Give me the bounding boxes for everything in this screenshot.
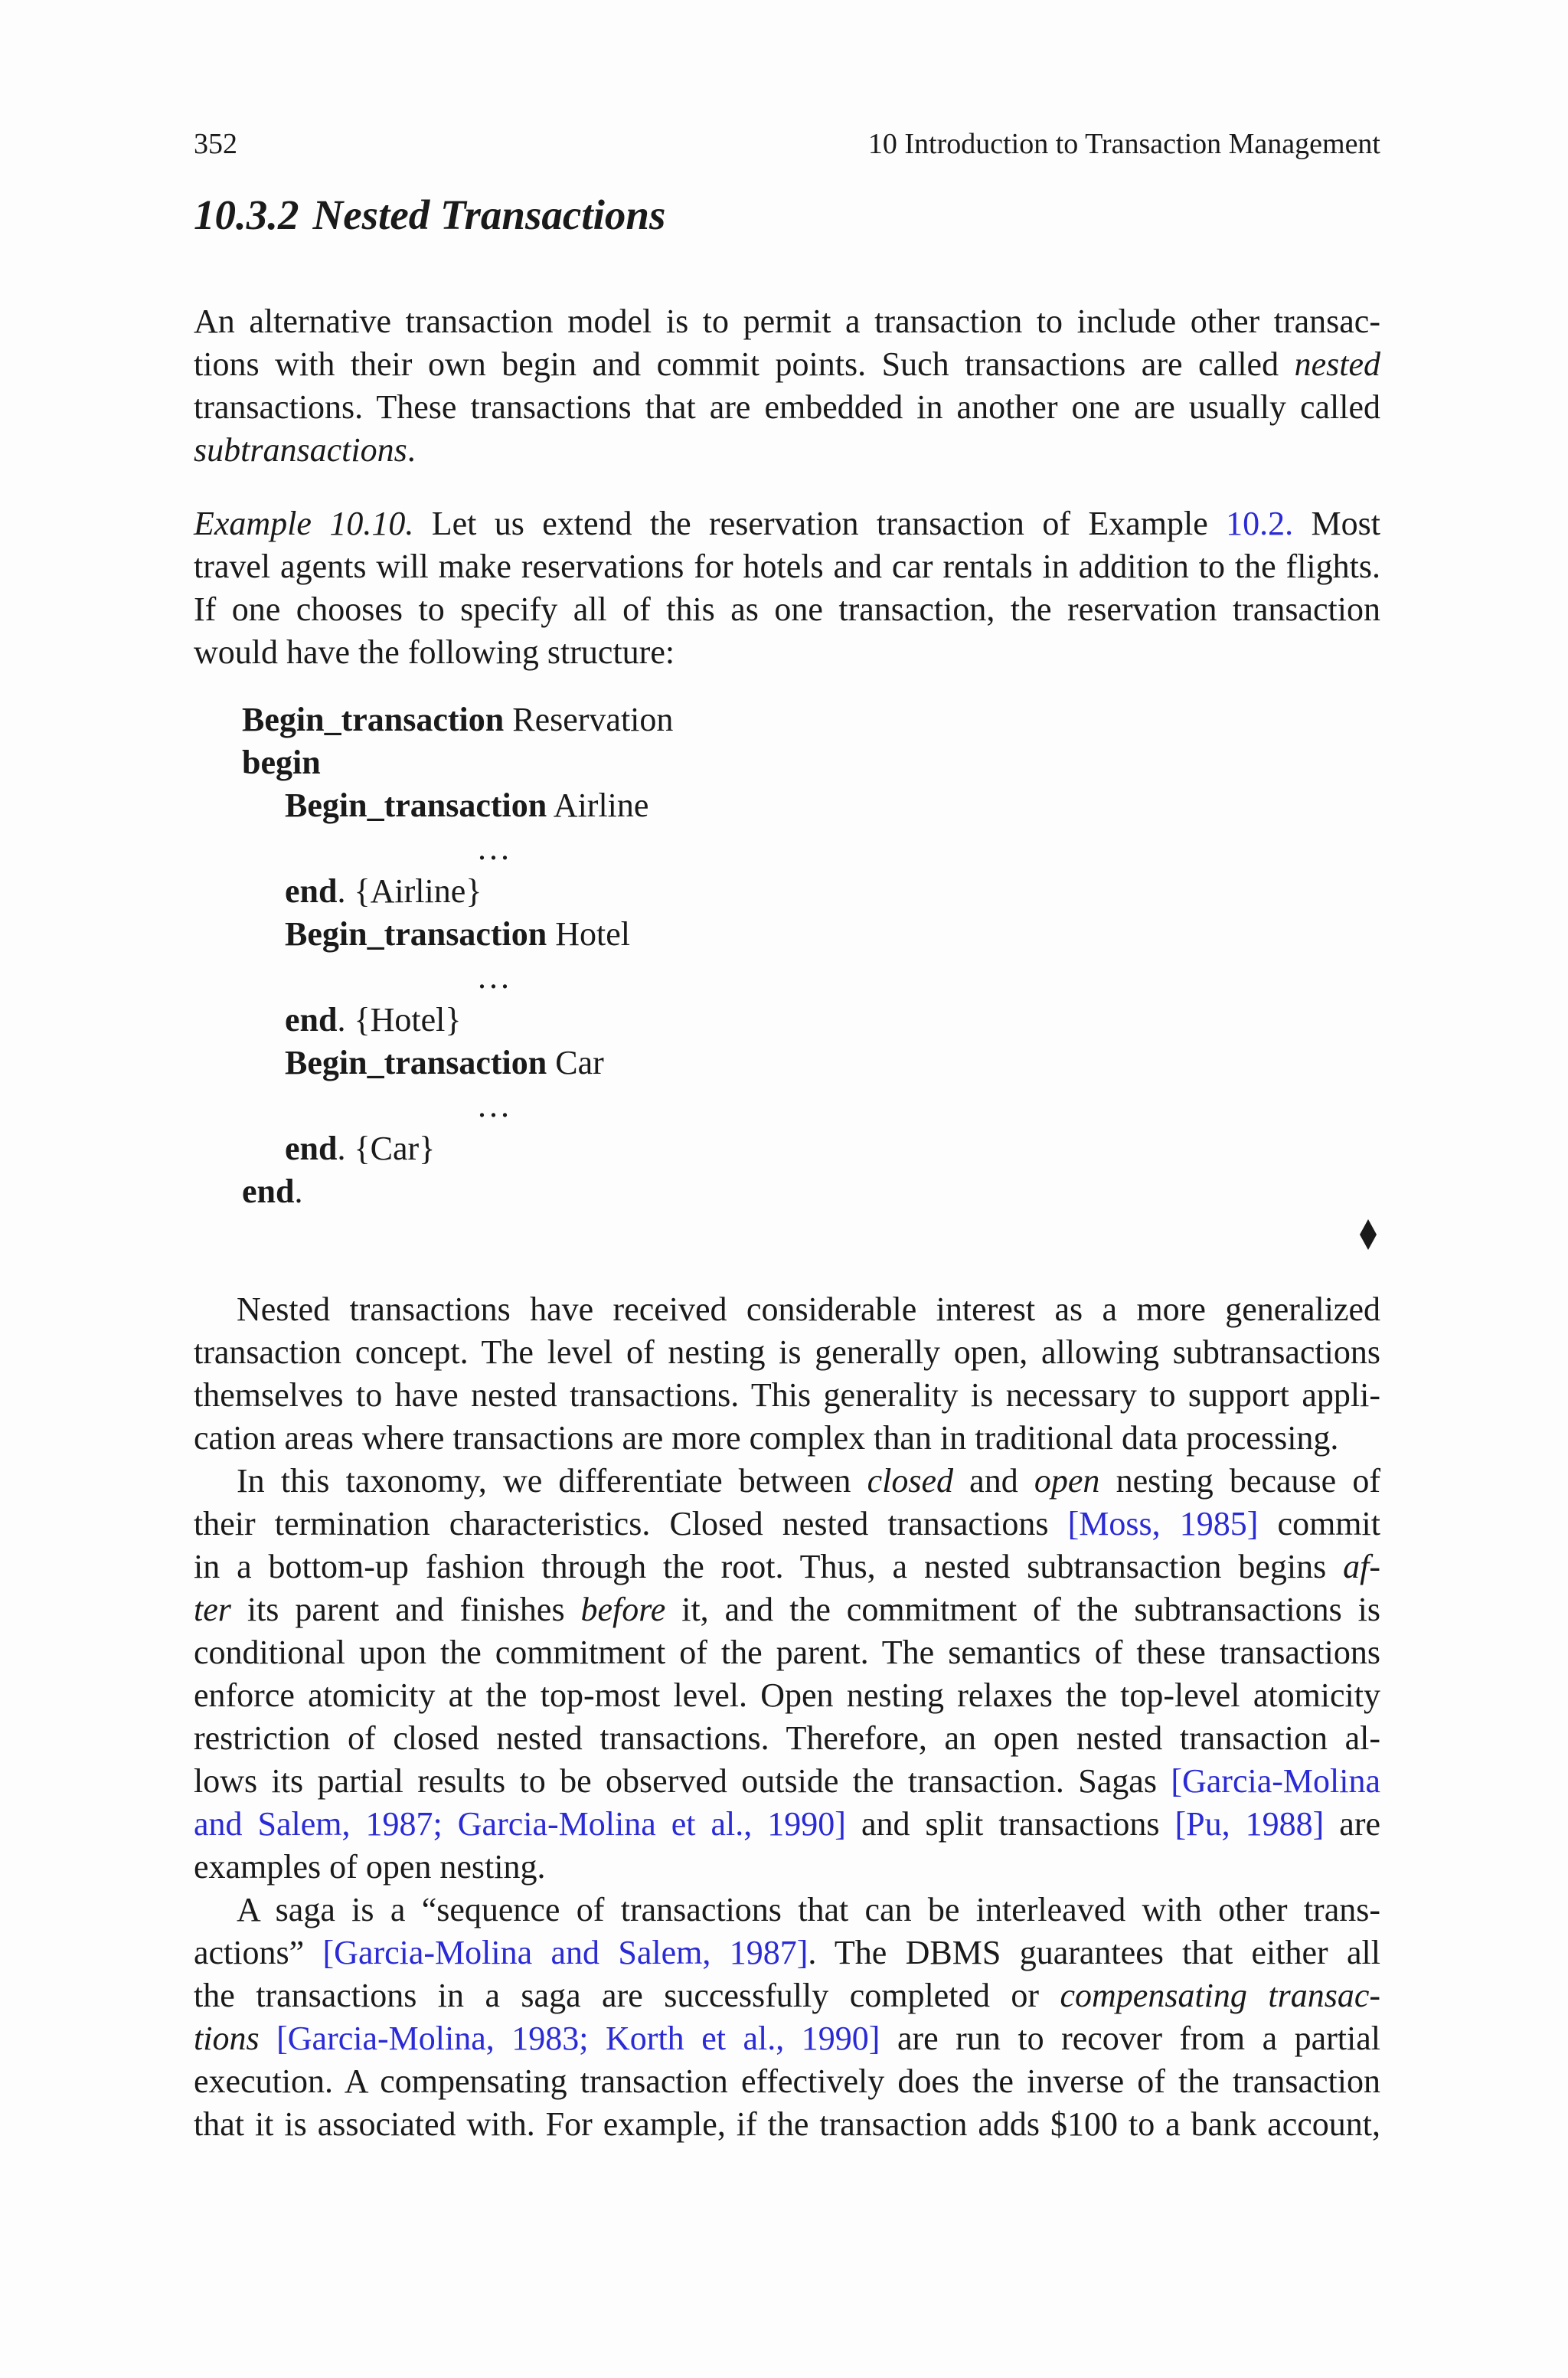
section-heading: [194, 188, 665, 242]
text-line: their termination characteristics. Closed nested transactions [Moss, 1985] commit: [194, 1505, 1380, 1542]
text-line: Nested transactions have received considerable interest as a more generalized: [237, 1290, 1380, 1328]
text-line: tions with their own begin and commit points. Such transactions are called nested: [194, 345, 1380, 383]
text-line: transaction concept. The level of nesting is generally open, allowing subtransactions: [194, 1333, 1380, 1371]
term-subtransactions: subtransactions: [194, 431, 407, 469]
text-line: travel agents will make reservations for hotels and car rentals in addition to the flights.: [194, 548, 1380, 585]
text-line: the transactions in a saga are successfully completed or compensating transac-: [194, 1977, 1380, 2014]
text-line: If one chooses to specify all of this as one transaction, the reservation transaction: [194, 590, 1380, 628]
text-line: themselves to have nested transactions. This generality is necessary to support appli-: [194, 1376, 1380, 1414]
text-line: An alternative transaction model is to permit a transaction to include other transac-: [194, 303, 1380, 340]
text-line: enforce atomicity at the top-most level. Open nesting relaxes the top-level atomicity: [194, 1676, 1380, 1714]
keyword: Begin_transaction: [285, 787, 547, 824]
text-line: Example 10.10. Let us extend the reservation transaction of Example 10.2. Most: [194, 505, 1380, 542]
code-ellipsis: ...: [478, 829, 512, 867]
text-line: conditional upon the commitment of the parent. The semantics of these transactions: [194, 1634, 1380, 1671]
term-nested: nested: [1294, 345, 1380, 383]
section-title: Nested Transactions: [312, 191, 666, 238]
citation-link[interactable]: [Pu, 1988]: [1174, 1805, 1325, 1843]
code-line: end. {Hotel}: [285, 1001, 462, 1039]
citation-link[interactable]: [Garcia-Molina: [1171, 1762, 1380, 1800]
code-line: end.: [242, 1173, 303, 1210]
code-ellipsis: ...: [478, 958, 512, 996]
code-line: Begin_transaction Airline: [285, 787, 649, 824]
text-line: examples of open nesting.: [194, 1848, 546, 1886]
section-number: 10.3.2: [194, 191, 299, 238]
code-line: Begin_transaction Car: [285, 1044, 604, 1081]
text-line: In this taxonomy, we differentiate between closed and open nesting because of: [237, 1462, 1381, 1500]
text-line: would have the following structure:: [194, 633, 675, 671]
code-line: [242, 741, 673, 784]
chapter-title: 10 Introduction to Transaction Management: [867, 128, 1380, 160]
code-line: Begin_transaction Reservation: [242, 701, 674, 738]
taxonomy-paragraph: [194, 1460, 1380, 1889]
page-number: 352: [194, 128, 237, 160]
text-line: subtransactions.: [194, 431, 416, 469]
keyword: end: [242, 1173, 295, 1210]
text-line: A saga is a “sequence of transactions that can be interleaved with other trans-: [237, 1891, 1380, 1928]
text-line: lows its partial results to be observed outside the transaction. Sagas [Garcia-Molina: [194, 1762, 1380, 1800]
code-line: end. {Airline}: [285, 872, 482, 910]
saga-paragraph: [194, 1889, 1380, 2146]
text-line: that it is associated with. For example, if the transaction adds $100 to a bank account,: [194, 2105, 1380, 2143]
citation-link[interactable]: [Moss, 1985]: [1067, 1505, 1259, 1542]
keyword: end: [285, 1001, 338, 1039]
text-line: restriction of closed nested transactions. Therefore, an open nested transaction al-: [194, 1719, 1380, 1757]
keyword: end: [285, 872, 338, 910]
example-paragraph: [194, 502, 1380, 674]
text-line: cation areas where transactions are more complex than in traditional data processing.: [194, 1419, 1339, 1457]
end-of-example-diamond-icon: [1358, 1216, 1378, 1253]
citation-link[interactable]: [Garcia-Molina and Salem, 1987]: [322, 1934, 808, 1971]
code-ellipsis: ...: [478, 1087, 512, 1124]
keyword: end: [285, 1130, 338, 1167]
citation-link[interactable]: [Garcia-Molina, 1983; Korth et al., 1990]: [276, 2020, 880, 2057]
keyword: Begin_transaction: [285, 1044, 547, 1081]
text-line: in a bottom-up fashion through the root. Thus, a nested subtransaction begins af-: [194, 1548, 1380, 1585]
code-line: end. {Car}: [285, 1130, 436, 1167]
text-line: ter its parent and finishes before it, and the commitment of the subtransactions is: [194, 1591, 1380, 1628]
text-line: actions” [Garcia-Molina and Salem, 1987]. The DBMS guarantees that either all: [194, 1934, 1380, 1971]
pseudocode-block: [242, 698, 673, 1213]
code-line: Begin_transaction Hotel: [285, 915, 630, 953]
text-line: tions [Garcia-Molina, 1983; Korth et al., 1990] are run to recover from a partial: [194, 2020, 1381, 2057]
text-line: execution. A compensating transaction effectively does the inverse of the transaction: [194, 2062, 1380, 2100]
nested-interest-paragraph: [194, 1288, 1380, 1460]
keyword: Begin_transaction: [242, 701, 505, 738]
keyword: begin: [242, 744, 321, 781]
text-line: transactions. These transactions that are embedded in another one are usually called: [194, 388, 1380, 426]
example-ref-link[interactable]: 10.2.: [1226, 505, 1294, 542]
keyword: Begin_transaction: [285, 915, 547, 953]
text-line: and Salem, 1987; Garcia-Molina et al., 1990] and split transactions [Pu, 1988] are: [194, 1805, 1381, 1843]
intro-paragraph: [194, 300, 1380, 472]
example-label: Example 10.10.: [194, 505, 414, 542]
citation-link[interactable]: and Salem, 1987; Garcia-Molina et al., 1990]: [194, 1805, 846, 1843]
